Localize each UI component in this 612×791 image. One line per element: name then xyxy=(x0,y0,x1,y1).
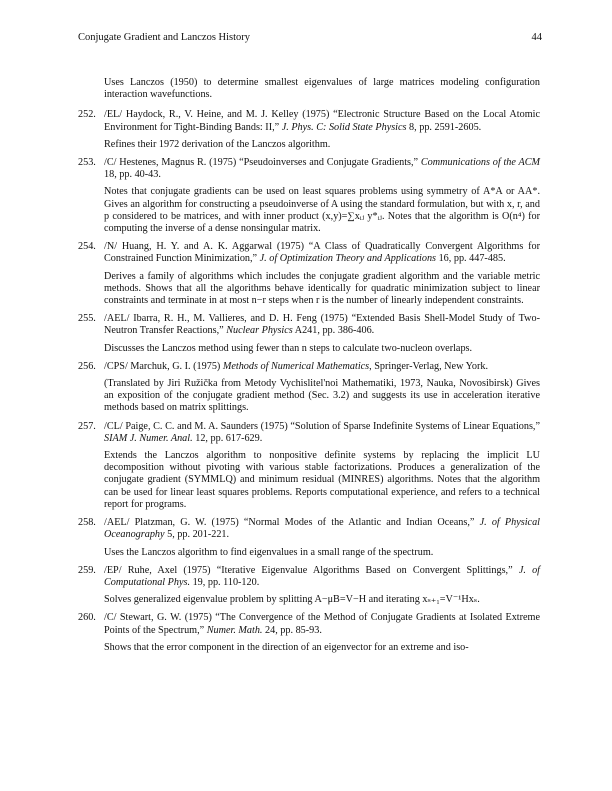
citation-details: A241, pp. 386-406. xyxy=(292,325,375,337)
citation-details: 12, pp. 617-629. xyxy=(192,432,263,444)
citation xyxy=(104,421,540,445)
entry-number: 259. xyxy=(78,564,96,576)
bib-entry xyxy=(78,157,541,235)
bib-entry xyxy=(78,241,540,307)
citation-text: /AEL/ Platzman, G. W. (1975) “Normal Modes of the Atlantic and Indian Oceans,” xyxy=(104,517,480,529)
annotation: Derives a family of algorithms which includes the conjugate gradient algorithm and the variable metric methods. Shows that all the algorithms behave identically for quadratic minimization subject to linear constraints and terminate in at most n−r steps when r is the number of linearly independent constraints. xyxy=(104,270,540,307)
entry-list xyxy=(78,109,540,654)
annotation: Refines their 1972 derivation of the Lanczos algorithm. xyxy=(104,138,331,150)
citation-source: Nuclear Physics xyxy=(226,325,293,337)
bib-entry xyxy=(78,360,540,415)
citation xyxy=(104,361,540,373)
annotation: Uses the Lanczos algorithm to find eigenvalues in a small range of the spectrum. xyxy=(104,546,434,558)
citation-source: J. of Physical Oceanography xyxy=(104,517,540,541)
citation-source: Methods of Numerical Mathematics xyxy=(222,360,370,372)
annotation: Shows that the error component in the direction of an eigenvector for an extreme and iso- xyxy=(104,641,469,653)
annotation: Solves generalized eigenvalue problem by splitting A−μB=V−H and iterating xₛ₊₁=V⁻¹Hxₛ. xyxy=(104,594,480,606)
citation xyxy=(104,241,540,265)
bib-entry xyxy=(78,109,540,151)
citation-source: Numer. Math. xyxy=(206,624,263,636)
entry-number: 255. xyxy=(78,313,96,325)
annotation: Notes that conjugate gradients can be used on least squares problems using symmetry of A*A or AA*. Gives an algorithm for constructing a pseudoinverse of A using the standard formulation, but with x, r, and p considered to be matrices, and with inner product (x,y)=∑xᵢⱼ y*ᵢⱼ. Notes that the algorithm is O(n⁴) for computing the inverse of a dense nonsingular matrix. xyxy=(104,186,540,235)
citation-details: 24, pp. 85-93. xyxy=(262,624,322,636)
entry-number: 256. xyxy=(78,360,96,372)
citation xyxy=(104,565,540,589)
citation-text: /CPS/ Marchuk, G. I. (1975) xyxy=(104,360,223,372)
annotation: (Translated by Jiri Ružička from Metody Vychislitel'noi Mathematiki, 1973, Nauka, Novosibirsk) Gives an exposition of the conjugate gradient method (Sec. 3.2) and suggests its use in acceleration iterative methods based on matrix splittings. xyxy=(104,378,540,414)
entry-number: 253. xyxy=(78,157,96,169)
citation xyxy=(104,109,540,133)
entry-number: 254. xyxy=(78,241,96,253)
annotation: Extends the Lanczos algorithm to nonpositive definite systems by replacing the implicit LU decomposition without pivoting with various stable factorizations. Produces a generalization of the conjugate gradient (SYMMLQ) and minimum residual (MINRES) algorithms. Notes that the algorithm can be used for linear least squares problems. Reports computational experience, and refers to a technical report for programs. xyxy=(104,450,540,510)
citation-source: J. of Computational Phys. xyxy=(104,564,540,588)
citation-details: 16, pp. 447-485. xyxy=(436,253,506,265)
citation-text: /C/ Hestenes, Magnus R. (1975) “Pseudoinverses and Conjugate Gradients,” xyxy=(104,157,421,169)
annotation: Discusses the Lanczos method using fewer than n steps to calculate two-nucleon overlaps. xyxy=(104,342,473,354)
citation xyxy=(104,612,540,636)
citation-source: SIAM J. Numer. Anal. xyxy=(104,432,193,444)
running-title: Conjugate Gradient and Lanczos History xyxy=(78,32,251,43)
citation-source: J. of Optimization Theory and Applications xyxy=(259,253,437,265)
bibliography xyxy=(78,77,540,660)
citation xyxy=(104,517,540,541)
citation-details: 18, pp. 40-43. xyxy=(104,169,161,181)
bib-entry xyxy=(78,420,540,511)
citation-text: /AEL/ Ibarra, R. H., M. Vallieres, and D. H. Feng (1975) “Extended Basis Shell-Model Study of Two-Neutron Transfer Reactions,” xyxy=(104,313,540,337)
citation-details: 5, pp. 201-221. xyxy=(164,529,230,541)
bib-entry xyxy=(78,612,540,654)
citation-details: 19, pp. 110-120. xyxy=(190,576,260,588)
entry-number: 258. xyxy=(78,517,96,529)
bib-entry xyxy=(78,517,540,559)
citation xyxy=(104,313,540,337)
citation-text: /N/ Huang, H. Y. and A. K. Aggarwal (1975) “A Class of Quadratically Convergent Algorithms for Constrained Function Minimization,” xyxy=(104,241,540,265)
citation-details: 8, pp. 2591-2605. xyxy=(406,121,482,133)
bib-entry xyxy=(78,313,540,355)
entry-number: 257. xyxy=(78,420,96,432)
citation-text: /C/ Stewart, G. W. (1975) “The Convergence of the Method of Conjugate Gradients at Isolated Extreme Points of the Spectrum,” xyxy=(104,612,540,636)
entry-number: 252. xyxy=(78,109,96,121)
citation-details: , Springer-Verlag, New York. xyxy=(369,360,489,372)
continued-annotation: Uses Lanczos (1950) to determine smallest eigenvalues of large matrices modeling configuration interaction wavefunctions. xyxy=(104,77,540,101)
entry-number: 260. xyxy=(78,612,96,624)
citation-text: /EL/ Haydock, R., V. Heine, and M. J. Kelley (1975) “Electronic Structure Based on the Local Atomic Environment for Tight-Binding Bands: II,” xyxy=(104,109,540,133)
page-header xyxy=(78,32,542,43)
citation-source: Communications of the ACM xyxy=(420,157,541,169)
bib-entry xyxy=(78,564,540,607)
citation-text: /CL/ Paige, C. C. and M. A. Saunders (1975) “Solution of Sparse Indefinite Systems of Linear Equations,” xyxy=(104,420,540,432)
citation xyxy=(104,157,540,181)
citation-source: J. Phys. C: Solid State Physics xyxy=(281,121,407,133)
citation-text: /EP/ Ruhe, Axel (1975) “Iterative Eigenvalue Algorithms Based on Convergent Splittings,” xyxy=(104,564,519,576)
page-number: 44 xyxy=(531,32,542,43)
